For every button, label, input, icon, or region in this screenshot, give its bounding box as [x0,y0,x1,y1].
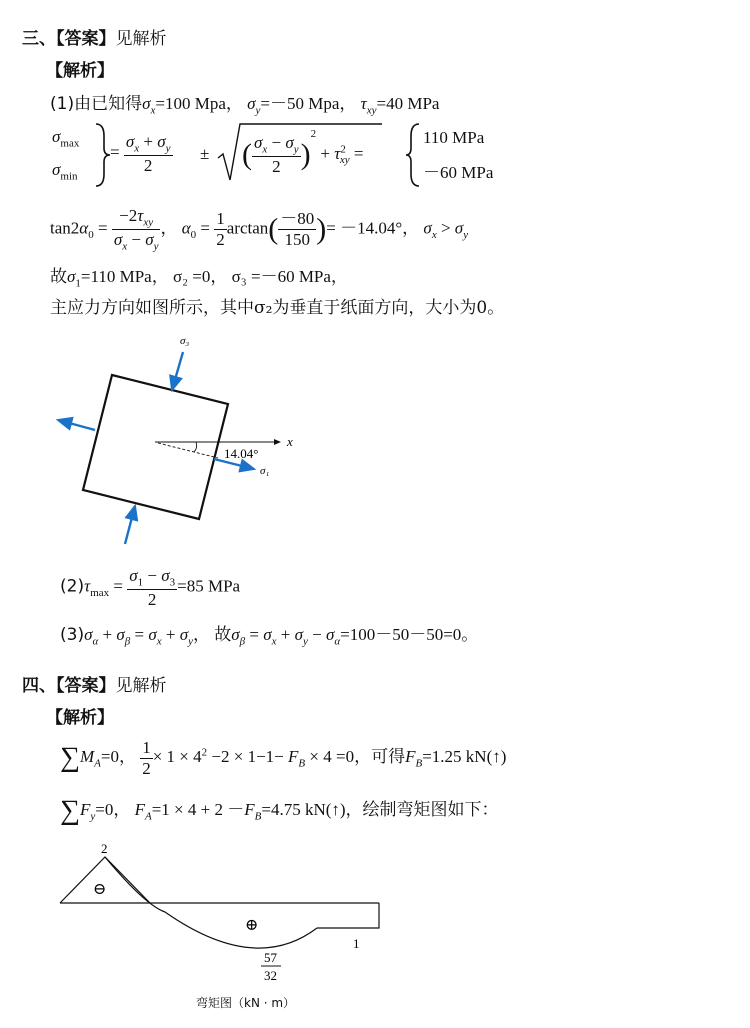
sigma3-arrow-top [172,352,183,390]
sigma-max-result: 110 MPa [423,128,485,147]
direction-text: 主应力方向如图所示，其中σ₂为垂直于纸面方向，大小为0。 [50,298,505,318]
given-values-line: (1)由已知得$\sigma_x=100$ Mpa， $\sigma_y=-50$ Mpa， $\tau_{xy}=40$ MPa [50,94,440,117]
sigma-max-label: $\sigma_{max}$ [52,127,80,150]
peak-label: 2 [101,841,108,856]
element-square [83,375,228,519]
sigma1-arrow-left [58,420,95,430]
right-brace-icon [92,122,112,188]
sigma-values-line: 故$\sigma_1=110$ MPa， σ₂ =0， σ₃ =－60 MPa， [50,267,348,290]
max-numerator: 57 [264,950,277,965]
plus-minus: ± [200,144,210,163]
diagram-caption: 弯矩图（kN · m） [196,996,296,1010]
section3-analysis-tag: 【解析】 [46,61,114,81]
force-equation: $\sum F_y=0$， $F_A=1 \times 4 + 2 -F_B=4.75$ kN(↑)，绘制弯矩图如下： [60,795,499,827]
left-brace-icon [405,122,423,188]
sigma-min-result: －60 MPa [423,163,494,182]
sigma-min-label: $\sigma_{min}$ [52,160,78,183]
angle-arc [194,442,197,452]
tau-max-line: $(2)\tau_{max}$ = $\frac{\sigma_1 - \sigma_3}{2}$ =85 MPa [60,566,241,610]
sqrt-content: ( $\frac{\sigma_x - \sigma_y}{2}$ )$^2 + \tau^2_{xy}$ = [242,128,364,177]
sigma3-arrow-bottom [125,506,135,544]
angle-label: 14.04° [224,446,259,461]
tan-line: $\tan 2\alpha_0$ = $\frac{-2\tau_{xy}}{\sigma_x - \sigma_y}$ ， $\alpha_0$ = $\frac{1}{2}$ arctan( $\frac{-80}{150}$ )= －14.04°， $\sigma_x > \sigma_y$ [50,206,469,253]
stress-element-diagram [40,330,320,555]
bending-moment-diagram [55,840,395,1020]
section3-heading: 三、【答案】见解析 [22,29,167,49]
right-step [317,903,379,928]
principal-dashed-line [158,443,218,458]
sum-stress-line: $(3)\sigma_\alpha + \sigma_\beta = \sigma_x + \sigma_y$， 故$\sigma_\beta = \sigma_x + \sigma_y - \sigma_\alpha=100-50-50=0$。 [60,625,479,648]
sigma1-label: σ₁ [260,465,270,477]
max-denominator: 32 [264,968,277,983]
minus-sign: ⊖ [93,881,107,898]
x-axis-label: x [287,434,293,449]
plus-sign: ⊕ [245,917,259,934]
end-label: 1 [353,936,360,951]
moment-equation: $\sum M_A=0$， $\frac{1}{2}$ × $1 \times 4^2 -2 \times 1-1- F_B \times 4 =0$，可得$F_B=1.25$ kN(↑) [60,738,507,778]
section4-heading: 四、【答案】见解析 [22,676,167,696]
principal-formula: = $\frac{\sigma_x + \sigma_y}{2}$ [110,132,171,176]
sigma3-label: σ₃ [180,335,190,347]
section4-analysis-tag: 【解析】 [46,708,114,728]
